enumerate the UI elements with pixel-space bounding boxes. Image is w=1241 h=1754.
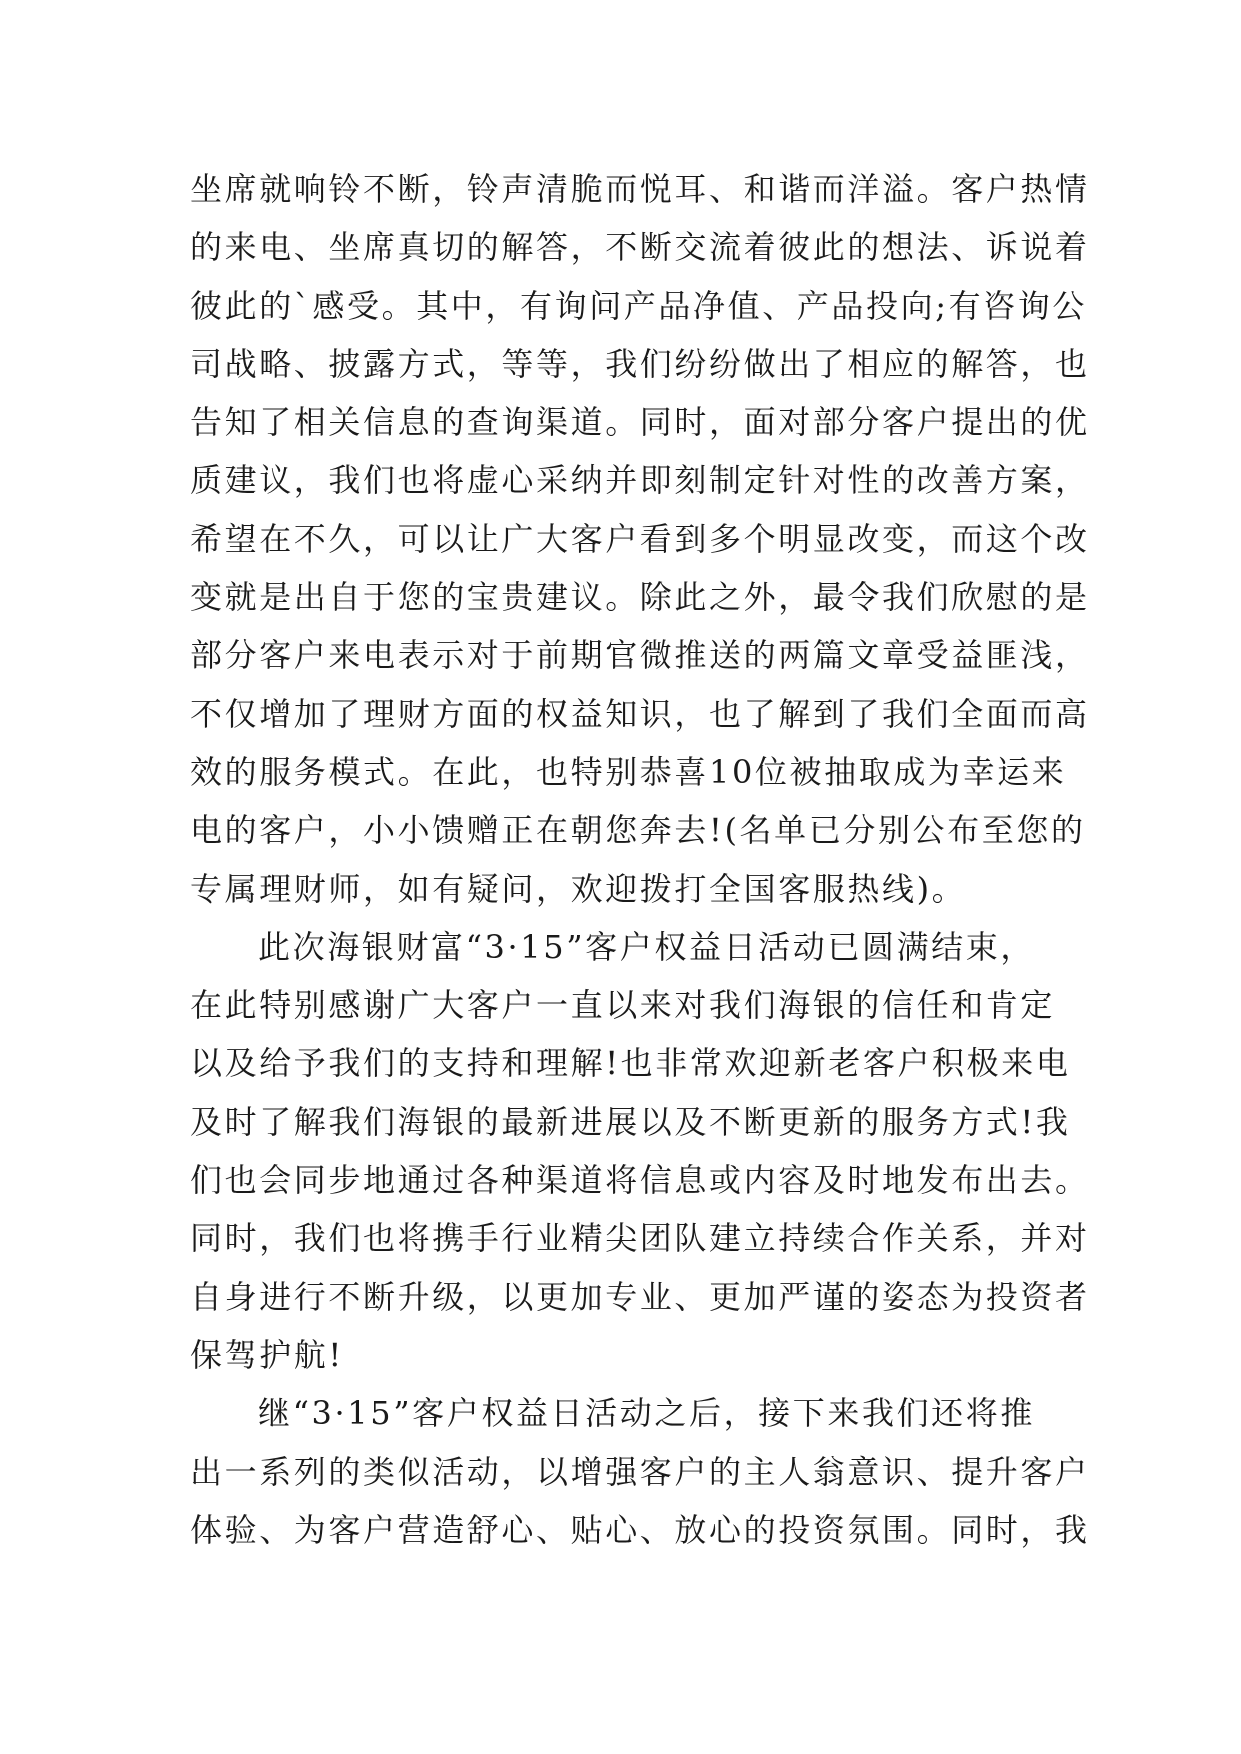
text-line: 坐席就响铃不断，铃声清脆而悦耳、和谐而洋溢。客户热情 — [190, 170, 1090, 208]
text-line: 及时了解我们海银的最新进展以及不断更新的服务方式!我 — [190, 1102, 1071, 1141]
text-line: 们也会同步地通过各种渠道将信息或内容及时地发布出去。 — [190, 1161, 1090, 1200]
text-line: 不仅增加了理财方面的权益知识，也了解到了我们全面而高 — [190, 694, 1090, 733]
text-line: 保驾护航! — [190, 1335, 344, 1374]
text-line: 在此特别感谢广大客户一直以来对我们海银的信任和肯定 — [190, 986, 1056, 1025]
text-line: 自身进行不断升级，以更加专业、更加严谨的姿态为投资者 — [190, 1277, 1090, 1316]
paragraph-first-line: 继“3·15”客户权益日活动之后，接下来我们还将推 — [258, 1394, 1035, 1433]
text-line: 变就是出自于您的宝贵建议。除此之外，最令我们欣慰的是 — [190, 578, 1090, 617]
text-line: 同时，我们也将携手行业精尖团队建立持续合作关系，并对 — [190, 1219, 1090, 1258]
text-line: 以及给予我们的支持和理解!也非常欢迎新老客户积极来电 — [190, 1044, 1071, 1083]
text-line: 专属理财师，如有疑问，欢迎拨打全国客服热线)。 — [190, 869, 967, 908]
text-line: 的来电、坐席真切的解答，不断交流着彼此的想法、诉说着 — [190, 228, 1090, 267]
text-line: 电的客户，小小馈赠正在朝您奔去!(名单已分别公布至您的 — [190, 811, 1086, 850]
text-line: 彼此的`感受。其中，有询问产品净值、产品投向;有咨询公 — [190, 286, 1087, 325]
text-line: 希望在不久，可以让广大客户看到多个明显改变，而这个改 — [190, 519, 1090, 558]
text-line: 告知了相关信息的查询渠道。同时，面对部分客户提出的优 — [190, 403, 1090, 442]
text-line: 出一系列的类似活动，以增强客户的主人翁意识、提升客户 — [190, 1452, 1090, 1491]
text-line: 体验、为客户营造舒心、贴心、放心的投资氛围。同时，我 — [190, 1510, 1090, 1549]
text-line: 部分客户来电表示对于前期官微推送的两篇文章受益匪浅， — [190, 636, 1090, 675]
body-text — [190, 160, 1090, 1559]
text-line: 效的服务模式。在此，也特别恭喜10位被抽取成为幸运来 — [190, 752, 1067, 791]
text-line: 质建议，我们也将虚心采纳并即刻制定针对性的改善方案， — [190, 461, 1090, 500]
text-line: 司战略、披露方式，等等，我们纷纷做出了相应的解答，也 — [190, 344, 1090, 383]
paragraph-first-line: 此次海银财富“3·15”客户权益日活动已圆满结束， — [258, 927, 1035, 966]
